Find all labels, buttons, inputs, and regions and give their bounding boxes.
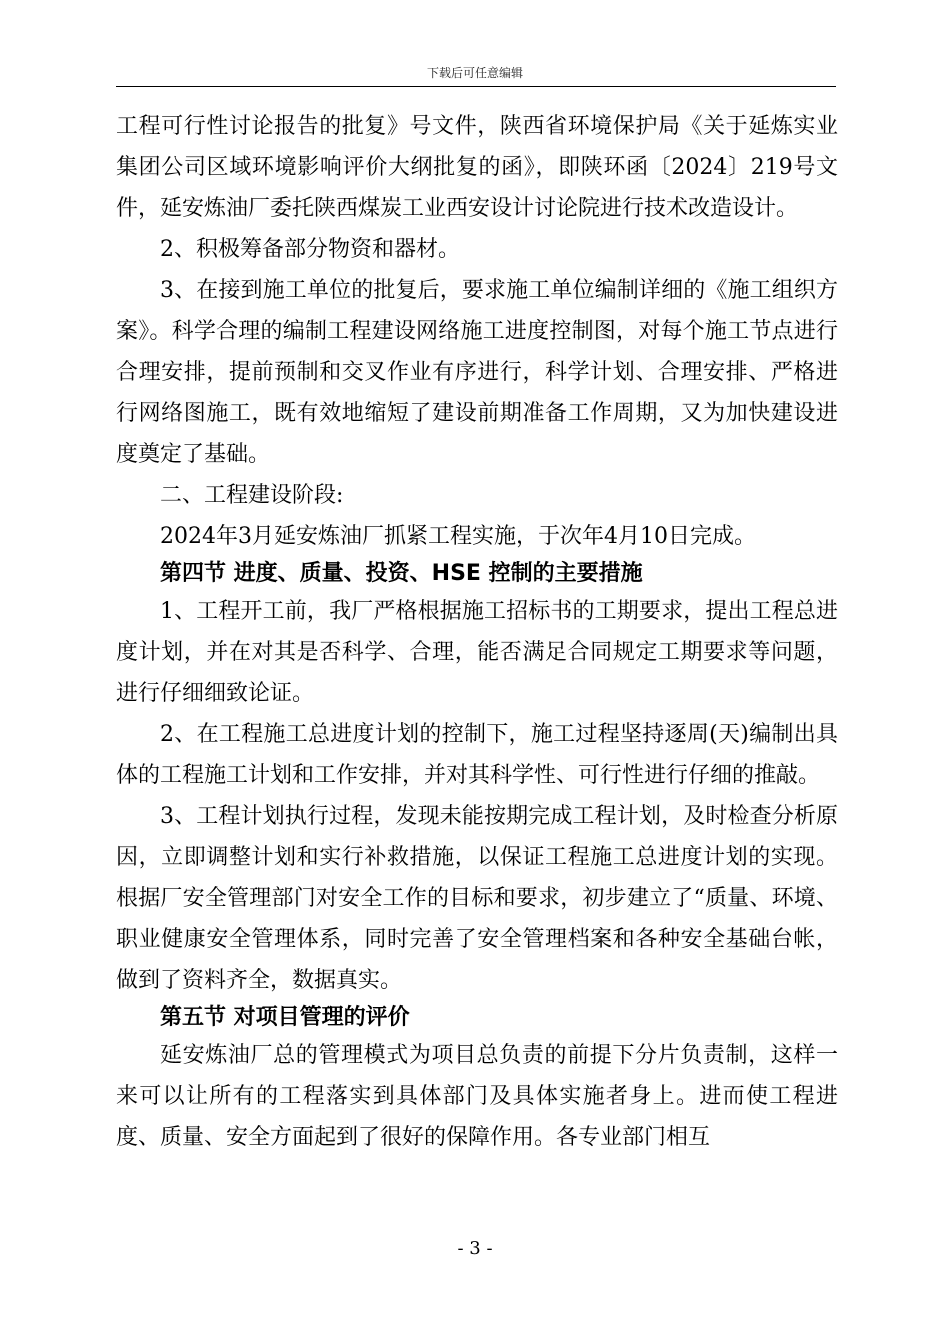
paragraph-stage-title: 二、工程建设阶段:: [160, 483, 344, 508]
header-rule: [116, 86, 836, 87]
paragraph-management-evaluation: 延安炼油厂总的管理模式为项目总负责的前提下分片负责制，这样一来可以让所有的工程落实到具体部门及具体实施者身上。进而使工程进度、质量、安全方面起到了很好的保障作用。各专业部门相互: [116, 1043, 838, 1150]
paragraph-construction-plan: 3、在接到施工单位的批复后，要求施工单位编制详细的《施工组织方案》。科学合理的编制工程建设网络施工进度控制图，对每个施工节点进行合理安排，提前预制和交叉作业有序进行，科学计划、合理安排、严格进行网络图施工，既有效地缩短了建设前期准备工作周期，又为加快建设进度奠定了基础。: [116, 278, 838, 467]
paragraph-approval-docs: 工程可行性讨论报告的批复》号文件，陕西省环境保护局《关于延炼实业集团公司区域环境影响评价大纲批复的函》，即陕环函〔2024〕219号文件，延安炼油厂委托陕西煤炭工业西安设计讨论院进行技术改造设计。: [116, 114, 838, 221]
page-number: - 3 -: [457, 1238, 493, 1259]
paragraph-measure-1: 1、工程开工前，我厂严格根据施工招标书的工期要求，提出工程总进度计划，并在对其是否科学、合理，能否满足合同规定工期要求等问题，进行仔细细致论证。: [116, 599, 838, 706]
paragraph-stage-dates: 2024年3月延安炼油厂抓紧工程实施，于次年4月10日完成。: [160, 524, 756, 549]
page-header: 下载后可任意编辑: [426, 66, 523, 80]
paragraph-materials: 2、积极筹备部分物资和器材。: [160, 237, 460, 262]
paragraph-measure-2: 2、在工程施工总进度计划的控制下，施工过程坚持逐周(天)编制出具体的工程施工计划和工作安排，并对其科学性、可行性进行仔细的推敲。: [116, 722, 838, 788]
paragraph-measure-3: 3、工程计划执行过程，发现未能按期完成工程计划，及时检查分析原因，立即调整计划和实行补救措施，以保证工程施工总进度计划的实现。根据厂安全管理部门对安全工作的目标和要求，初步建立了“质量、环境、职业健康安全管理体系，同时完善了安全管理档案和各种安全基础台帐，做到了资料齐全，数据真实。: [116, 804, 838, 993]
section-heading-5: 第五节 对项目管理的评价: [160, 1005, 410, 1030]
document-body: [116, 106, 838, 1158]
section-heading-4: 第四节 进度、质量、投资、HSE 控制的主要措施: [160, 561, 643, 586]
